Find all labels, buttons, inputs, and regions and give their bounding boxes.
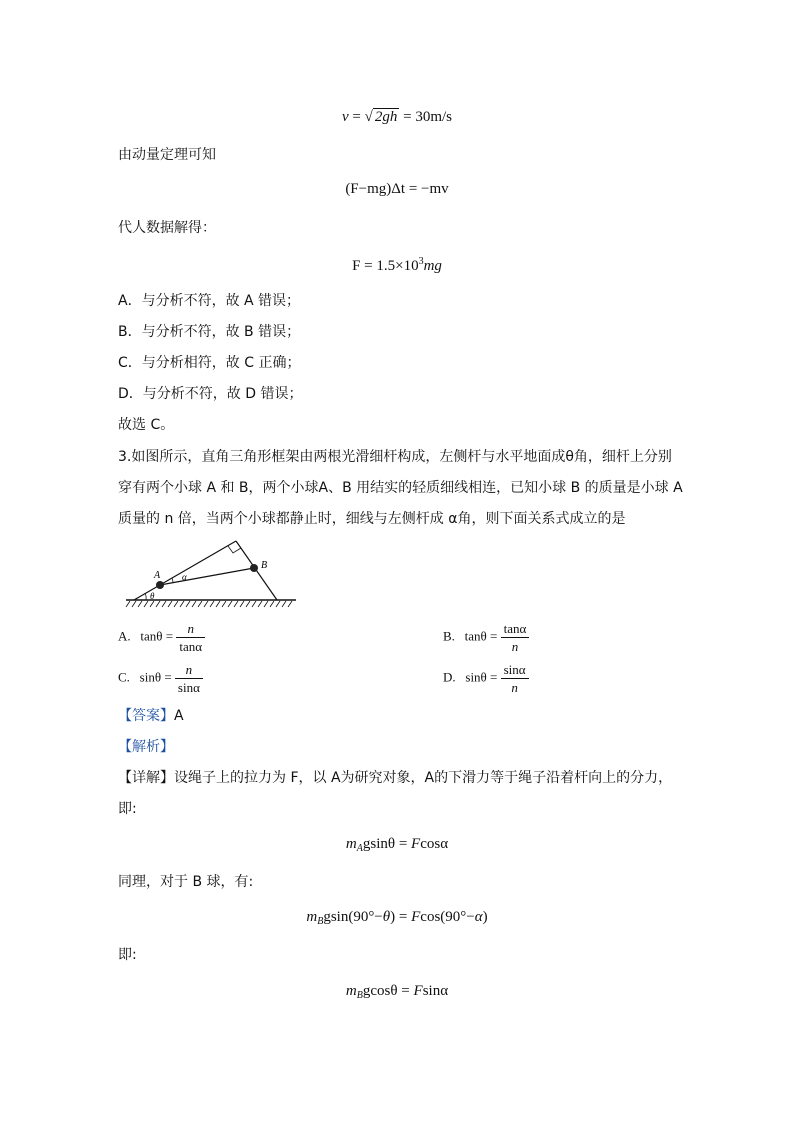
label-a: A (154, 570, 161, 581)
ground-hatching (126, 601, 292, 607)
choice-c-evaluation: C．与分析相符，故 C 正确； (118, 355, 301, 371)
option-d[interactable]: D. sinθ = $\frac{\sin\alpha}{n}$ (443, 661, 529, 696)
equation-force: $F = 1.5\times 10^3mg$ (352, 256, 442, 274)
label-b: B (261, 560, 268, 571)
analysis-tag: 【解析】 (118, 739, 174, 755)
option-a[interactable]: A. tanθ = $\frac{n}{\tan\alpha}$ (118, 620, 205, 655)
triangle-frame-figure (120, 535, 300, 615)
choice-b-evaluation: B．与分析不符，故 B 错误； (118, 324, 301, 340)
right-angle-mark (228, 546, 241, 553)
equation-ball-a: $m_Agsin\theta = Fcos\alpha$ (345, 836, 449, 854)
ie-text: 即: (118, 947, 137, 963)
question-3-line-3: 质量的 n 倍，当两个小球都静止时，细线与左侧杆成 α角，则下面关系式成立的是 (118, 511, 626, 527)
answer-tag: 【答案】 (118, 708, 174, 724)
label-alpha: α (182, 572, 187, 582)
ball-a (156, 581, 164, 589)
equation-ball-b-simplified: $m_Bgcos\theta = Fsin\alpha$ (345, 983, 449, 1001)
ball-b (250, 564, 258, 572)
detail-tag: 【详解】 (118, 770, 174, 786)
theta-arc (145, 593, 146, 600)
momentum-theorem-intro: 由动量定理可知 (118, 147, 216, 163)
choice-d-evaluation: D．与分析不符，故 D 错误； (118, 386, 303, 402)
equation-velocity: v = √ 2gh = 30m/s (341, 109, 452, 125)
choice-a-evaluation: A．与分析不符，故 A 错误； (118, 293, 301, 309)
detail-line-1 (118, 768, 672, 788)
substitute-text: 代人数据解得： (118, 220, 216, 236)
equation-momentum: (F−mg)Δt = −mv (345, 181, 449, 197)
similarly-text: 同理，对于 B 球，有: (118, 874, 254, 890)
option-c[interactable]: C. sinθ = $\frac{n}{\sin\alpha}$ (118, 661, 203, 696)
equation-ball-b: $m_Bgsin(90^\circ-\theta) = Fcos(90^\circ-\alpha)$ (306, 909, 488, 927)
answer-value: A (174, 708, 184, 724)
question-3-line-1: 3.如图所示，直角三角形框架由两根光滑细杆构成，左侧杆与水平地面成θ角，细杆上分别 (118, 449, 672, 465)
answer-line (118, 706, 184, 726)
label-theta: θ (150, 591, 155, 601)
detail-text-1: 设绳子上的拉力为 F，以 A为研究对象，A的下滑力等于绳子沿着杆向上的分力， (174, 770, 673, 786)
question-3-line-2: 穿有两个小球 A 和 B，两个小球A、B 用结实的轻质细线相连，已知小球 B 的质量是小球 A (118, 480, 683, 496)
chosen-answer-text: 故选 C。 (118, 417, 175, 433)
option-b[interactable]: B. tanθ = $\frac{\tan\alpha}{n}$ (443, 620, 529, 655)
detail-line-2: 即: (118, 801, 137, 817)
